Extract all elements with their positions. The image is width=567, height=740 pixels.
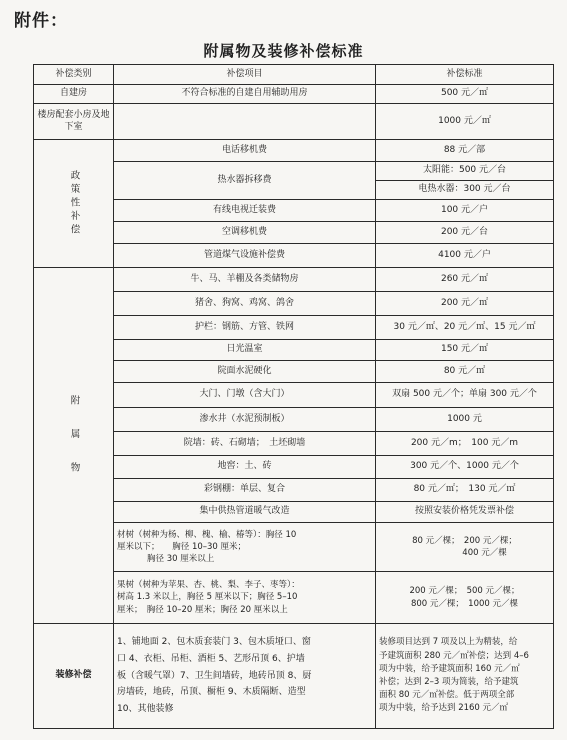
item-cell-timber-trees [114,523,376,572]
standard-cell: 双扇 500 元／个；单扇 300 元／个 [376,383,554,408]
standard-line: 项为中装，给予达到 2160 元／㎡ [379,703,509,714]
category-building-extra: 楼房配套小房及地下室 [34,104,114,140]
attachment-label: 附件： [14,11,68,31]
item-cell [114,104,376,140]
standard-cell: 100 元／户 [376,200,554,222]
item-line: 胸径 30 厘米以上 [147,554,215,565]
standard-line: 项为中装，给予建筑面积 160 元／㎡ [379,663,520,674]
category-policy: 政策性补偿 [34,140,114,268]
item-line: 1、铺地面 2、包木质套装门 3、包木质垭口、窗 [117,637,311,648]
standard-cell-decoration [376,624,554,729]
table-row [34,104,554,140]
item-line: 板（含暖气罩）7、卫生间墙砖，地砖吊顶 8、厨 [117,670,312,681]
standard-cell: 按照安装价格凭发票补偿 [376,502,554,523]
item-cell: 牛、马、羊棚及各类储物房 [114,268,376,292]
standard-cell: 150 元／㎡ [376,340,554,361]
item-cell: 有线电视迁装费 [114,200,376,222]
item-line: 口 4、衣柜、吊柜、酒柜 5、艺形吊顶 6、护墙 [117,654,305,665]
standard-cell: 500 元／㎡ [376,85,554,104]
header-category: 补偿类别 [34,65,114,85]
standard-cell: 260 元／㎡ [376,268,554,292]
item-cell: 院墙：砖、石砌墙； 土坯砌墙 [114,432,376,456]
standard-cell: 1000 元／㎡ [376,104,554,140]
standard-cell: 30 元／㎡、20 元／㎡、15 元／㎡ [376,316,554,340]
standard-line: 400 元／棵 [462,548,507,558]
item-cell: 渗水井（水泥预制板） [114,408,376,432]
item-line: 树高 1.3 米以上，胸径 5 厘米以下；胸径 5–10 [117,592,298,603]
table-row [34,268,554,292]
standard-cell: 200 元／台 [376,222,554,244]
standard-cell-fruit-trees [376,572,554,624]
item-line: 10、其他装修 [117,703,174,714]
table-row [34,85,554,104]
standard-cell: 88 元／部 [376,140,554,162]
item-cell: 护栏：钢筋、方管、铁网 [114,316,376,340]
item-line: 果树（树种为苹果、杏、桃、梨、李子、枣等）： [117,580,300,591]
item-cell: 猪舍、狗窝、鸡窝、鸽舍 [114,292,376,316]
item-line: 厘米； 胸径 10–20 厘米；胸径 20 厘米以上 [117,604,288,615]
standard-cell-timber-trees [376,523,554,572]
compensation-table [33,64,554,729]
item-cell: 空调移机费 [114,222,376,244]
document-title: 附属物及装修补偿标准 [203,42,364,60]
standard-cell: 电热水器：300 元／台 [376,181,554,200]
header-standard: 补偿标准 [376,65,554,85]
standard-cell: 200 元／㎡ [376,292,554,316]
item-cell: 日光温室 [114,340,376,361]
item-cell: 热水器拆移费 [114,162,376,200]
standard-cell: 4100 元／户 [376,244,554,268]
item-cell: 管道煤气设施补偿费 [114,244,376,268]
standard-line: 补偿；达到 2–3 项为简装，给予建筑 [379,677,519,687]
standard-line: 800 元／棵； 1000 元／棵 [410,598,518,609]
standard-line: 200 元／棵； 500 元／棵； [409,586,520,597]
item-line: 厘米以下； 胸径 10–30 厘米； [117,541,247,552]
item-cell-fruit-trees [114,572,376,624]
item-cell: 院面水泥硬化 [114,361,376,383]
standard-cell: 300 元／个、1000 元／个 [376,456,554,479]
standard-cell: 太阳能：500 元／台 [376,162,554,181]
category-attached: 附属物 [34,268,114,624]
standard-cell: 80 元／㎡ [376,361,554,383]
standard-line: 80 元／棵； 200 元／棵； [412,535,517,546]
table-row [34,140,554,162]
category-decoration: 装修补偿 [34,624,114,729]
item-cell: 电话移机费 [114,140,376,162]
header-item: 补偿项目 [114,65,376,85]
table-header-row [34,65,554,85]
standard-line: 面积 80 元／㎡补偿。低于两项全部 [379,690,515,701]
standard-cell: 80 元／㎡； 130 元／㎡ [376,479,554,502]
item-cell: 集中供热管道暖气改造 [114,502,376,523]
item-cell: 不符合标准的自建自用辅助用房 [114,85,376,104]
item-cell-decoration [114,624,376,729]
category-self-built: 自建房 [34,85,114,104]
table-row [34,624,554,729]
item-line: 房墙砖，地砖，吊顶、橱柜 9、木质隔断、造型 [117,687,306,698]
standard-cell: 1000 元 [376,408,554,432]
standard-line: 予建筑面积 280 元／㎡补偿；达到 4–6 [379,650,529,661]
item-cell: 彩钢棚：单层、复合 [114,479,376,502]
item-line: 材树（树种为杨、柳、槐、榆、椿等）：胸径 10 [117,529,297,540]
standard-line: 装修项目达到 7 项及以上为精装，给 [379,637,518,648]
item-cell: 地窖：土、砖 [114,456,376,479]
item-cell: 大门、门墩（含大门） [114,383,376,408]
standard-cell: 200 元／m； 100 元／m [376,432,554,456]
